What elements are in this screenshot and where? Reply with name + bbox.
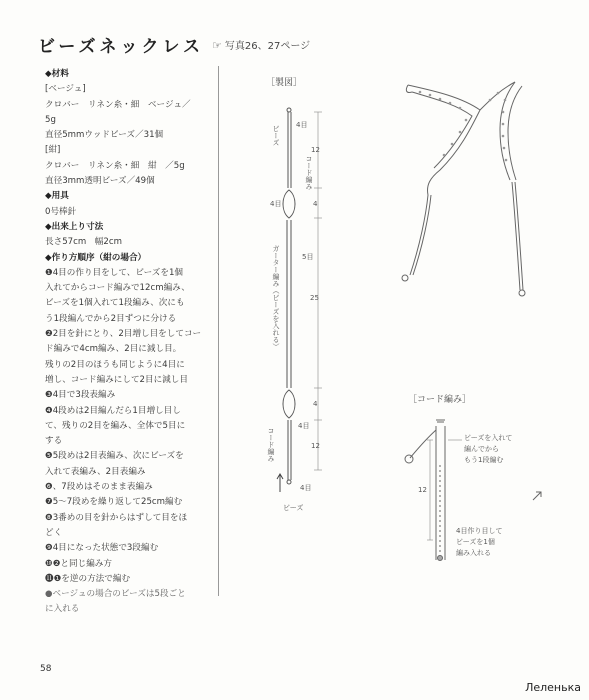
label-bottom-4me: 4目: [300, 484, 312, 492]
materials-heading: ◆作り方順序（紺の場合）: [45, 252, 147, 263]
cord-section-title: ［コード編み］: [408, 395, 472, 405]
dim-25: 25: [310, 294, 319, 302]
materials-line: ド編みで4cm編み、2目に減し目。: [45, 344, 182, 355]
materials-line: 5g: [45, 114, 56, 125]
materials-line: 増し、コード編みにして2目に減し目: [45, 374, 188, 385]
pointing-hand-icon: ☞: [212, 39, 222, 52]
dim-12b: 12: [311, 442, 320, 450]
materials-line: 直径5mmウッドビーズ／31個: [45, 130, 164, 141]
materials-heading: ◆材料: [45, 69, 69, 79]
materials-line: ❾4目になった状態で3段編む: [45, 543, 159, 554]
split-bottom: [283, 390, 295, 418]
materials-line: クロバー リネン糸・細 紺 ／5g: [45, 160, 185, 171]
materials-line: 残りの2目のほうも同じように4目に: [45, 359, 185, 370]
label-5me: 5目: [302, 253, 314, 261]
cord-note-2: 編んでから: [464, 445, 499, 453]
materials-heading: ◆出来上り寸法: [45, 221, 104, 232]
photo-ref-text: 写真26、27ページ: [224, 41, 311, 52]
materials-heading: ◆用具: [45, 191, 69, 202]
label-cord-top: コード編み: [305, 155, 313, 190]
cord-note-1: ビーズを入れて: [464, 434, 513, 442]
materials-line: [ベージュ]: [45, 84, 86, 95]
watermark: Леленька: [525, 681, 581, 694]
page-number: 58: [40, 664, 52, 674]
materials-line: クロバー リネン糸・細 ベージュ／: [45, 99, 191, 110]
materials-line: ⓫❶を逆の方法で編む: [45, 573, 131, 584]
dim-4b: 4: [313, 400, 318, 408]
materials-line: ❿❷と同じ編み方: [45, 558, 112, 569]
materials-line: う1段編んでから2目ずつに分ける: [45, 313, 177, 324]
cord-dim-12: 12: [418, 486, 427, 494]
materials-line: 入れてからコード編みで12cm編み、: [45, 283, 190, 294]
diagram-section-title: ［製図］: [266, 78, 303, 88]
label-cord-bottom: コード編み: [267, 427, 275, 462]
materials-line: ❷2目を針にとり、2目増し目をしてコー: [45, 329, 202, 340]
materials-line: ❻、7段めはそのまま表編み: [45, 482, 153, 493]
materials-line: ❼5〜7段めを繰り返して25cm編む: [45, 497, 183, 508]
split-top: [283, 190, 295, 218]
page-title: ビーズネックレス: [38, 37, 204, 57]
label-beads-top: ビーズ: [272, 125, 280, 146]
materials-line: に入れる: [45, 604, 80, 615]
materials-line: 入れて表編み、2目表編み: [45, 466, 146, 477]
necklace-illustration: [402, 82, 525, 296]
cord-bottom-2: ビーズを1個: [456, 538, 495, 546]
cord-bottom-3: 編み入れる: [456, 549, 491, 557]
materials-line: する: [45, 436, 63, 447]
materials-line: ビーズを1個入れて1段編み、次にも: [45, 298, 185, 309]
materials-line: ❺5段めは2目表編み、次にビーズを: [45, 451, 184, 462]
materials-line: ●ベージュの場合のビーズは5段ごと: [45, 589, 186, 600]
label-left-4me: 4目: [270, 200, 282, 208]
materials-line: 直径3mm透明ビーズ／49個: [45, 176, 155, 187]
materials-line: て、残りの2目を編み、全体で5目に: [45, 420, 186, 431]
label-garter: ガーター編み（ビーズを入れる）: [272, 245, 280, 350]
dim-12a: 12: [311, 146, 320, 154]
cord-note-3: もう1段編む: [464, 456, 504, 464]
label-beads-bottom: ビーズ: [283, 504, 304, 512]
dim-4a: 4: [313, 200, 318, 208]
cord-bottom-1: 4目作り目して: [456, 527, 503, 535]
materials-line: ❶4目の作り目をして、ビーズを1個: [45, 267, 184, 278]
materials-line: ❽3番めの目を針からはずして目をほ: [45, 512, 188, 523]
materials-line: ❹4段めは2目編んだら1目増し目し: [45, 405, 181, 416]
label-top-4me: 4目: [296, 121, 308, 129]
materials-line: 0号棒針: [45, 206, 77, 217]
materials-line: どく: [45, 527, 63, 538]
label-right-4me: 4目: [298, 422, 310, 430]
materials-line: [紺]: [45, 145, 61, 156]
arrow-icon: [533, 492, 541, 500]
necklace-beads: [419, 91, 508, 162]
materials-line: ❸4目で3段表編み: [45, 390, 116, 401]
materials-line: 長さ57cm 幅2cm: [45, 237, 122, 248]
